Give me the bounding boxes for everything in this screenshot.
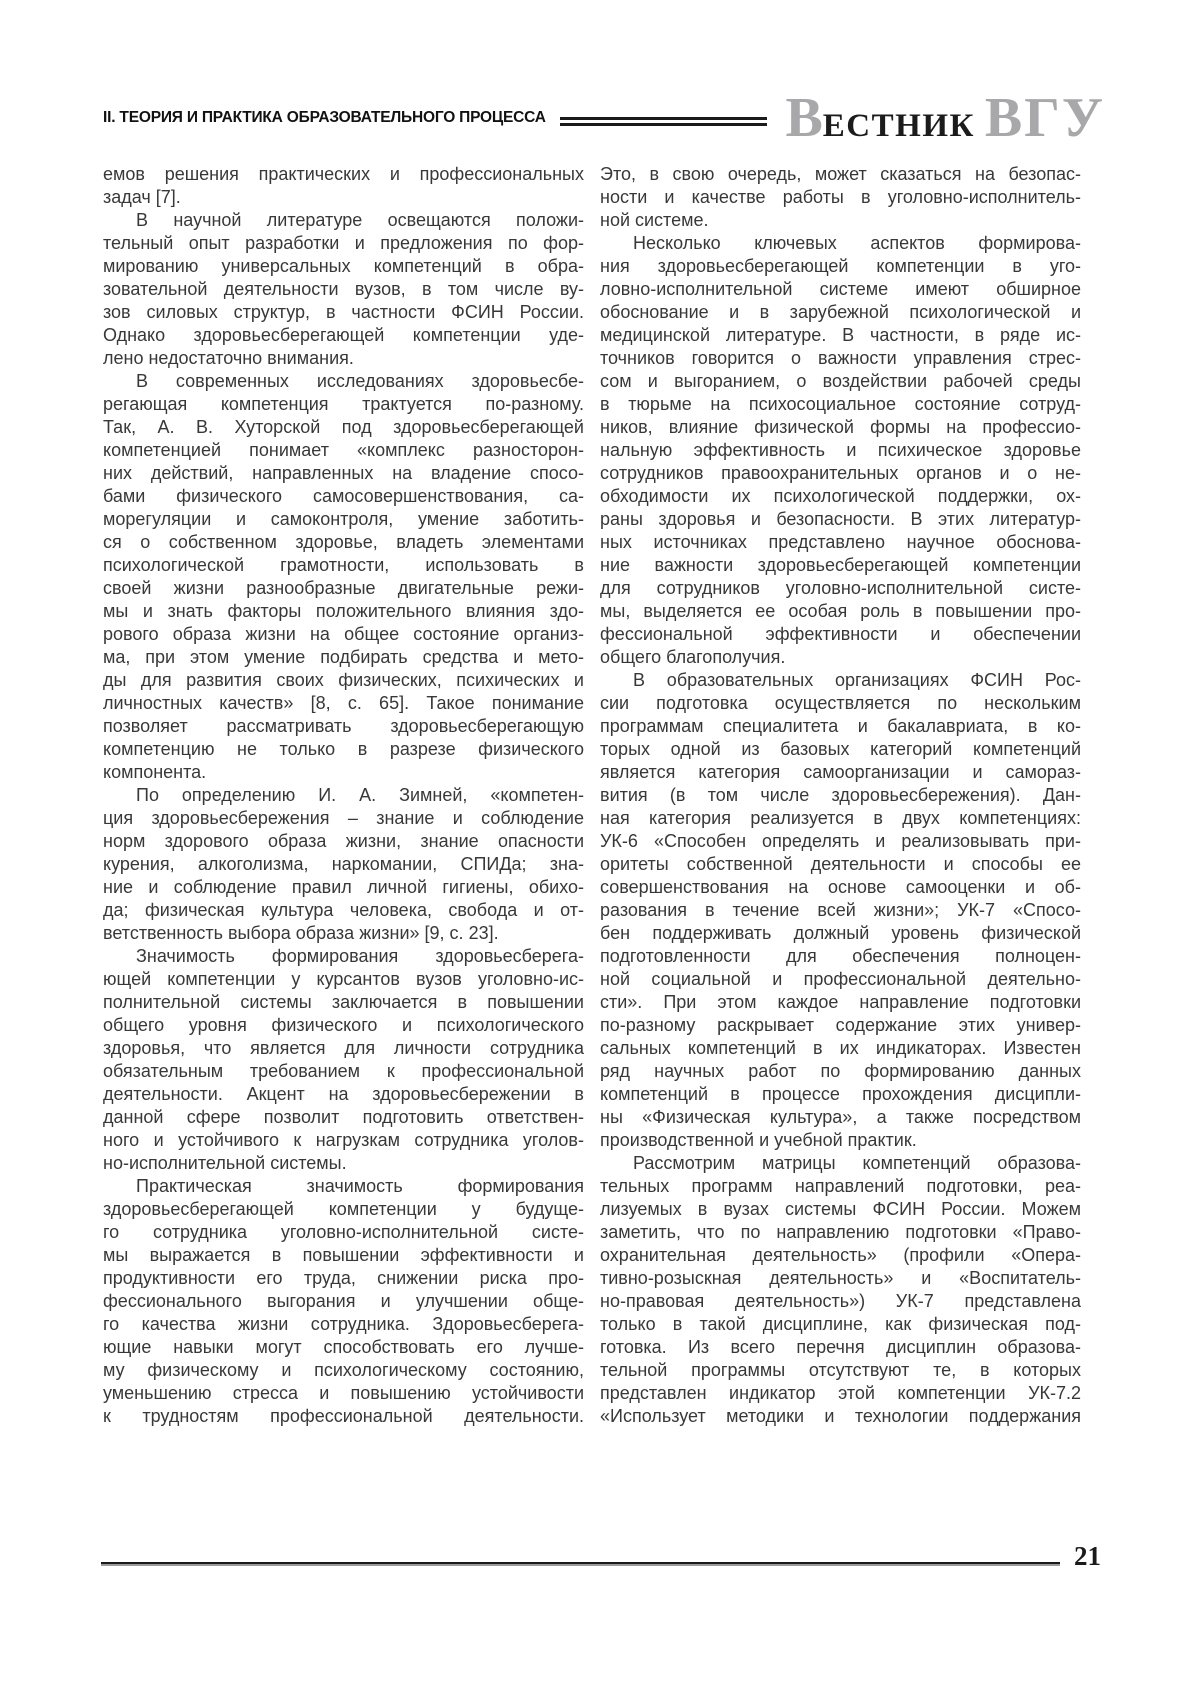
text-line: компетенций в процессе прохождения дисципли- [600,1084,1081,1104]
article-body [103,163,1081,1428]
text-line: данной сфере позволит подготовить ответствен- [103,1107,584,1127]
text-line: ловно-исполнительной системе имеют обширное [600,279,1081,299]
text-line: В образовательных организациях ФСИН Рос- [633,670,1081,690]
text-line: тельной программы отсутствуют те, в которых [600,1360,1081,1380]
text-line: да; физическая культура человека, свобода и от- [103,900,584,920]
text-line: норм здорового образа жизни, знание опасности [103,831,584,851]
text-line: мы и знать факторы положительного влияния здо- [103,601,584,621]
text-line: ды для развития своих физических, психических и [103,670,584,690]
text-line: тивно-розыскная деятельность» и «Воспитатель- [600,1268,1081,1288]
text-line: обходимости их психологической поддержки, ох- [600,486,1081,506]
text-line: курения, алкоголизма, наркомании, СПИДа; зна- [103,854,584,874]
text-line: ны «Физическая культура», а также посредством [600,1107,1081,1127]
text-line: для сотрудников уголовно-исполнительной систе- [600,578,1081,598]
text-line: ющие навыки могут способствовать его лучше- [103,1337,584,1357]
text-line: позволяет рассматривать здоровьесберегающую [103,716,584,736]
text-line: По определению И. А. Зимней, «компетен- [136,785,584,805]
text-line: общего благополучия. [600,647,786,667]
text-line: ных источниках представлено научное обоснова- [600,532,1081,552]
text-line: мы выражается в повышении эффективности и [103,1245,584,1265]
text-line: ности и качестве работы в уголовно-исполнитель- [600,187,1081,207]
text-line: сотрудников правоохранительных органов и о не- [600,463,1081,483]
text-line: мы, выделяется ее особая роль в повышении про- [600,601,1081,621]
text-line: Значимость формирования здоровьесберега- [136,946,584,966]
text-line: заметить, что по направлению подготовки «Право- [600,1222,1081,1242]
section-title: II. ТЕОРИЯ И ПРАКТИКА ОБРАЗОВАТЕЛЬНОГО ПРОЦЕССА [103,109,546,126]
text-line: сальных компетенций в их индикаторах. Известен [600,1038,1081,1058]
logo-org: ВГУ [984,87,1105,149]
text-line: компонента. [103,762,207,782]
text-line: фессиональной эффективности и обеспечении [600,624,1081,644]
text-line: го сотрудника уголовно-исполнительной систе- [103,1222,584,1242]
header-rule [560,117,768,126]
text-line: подготовленности для обеспечения полноцен- [600,946,1081,966]
page-footer [101,1543,1101,1570]
text-line: му физическому и психологическому состоянию, [103,1360,584,1380]
text-line: В современных исследованиях здоровьесбе- [136,371,584,391]
text-line: ние важности здоровьесберегающей компетенции [600,555,1081,575]
logo-name: ЕСТНИК [822,108,975,144]
text-line: рового образа жизни на общее состояние организ- [103,624,584,644]
text-line: вития (в том числе здоровьесбережения). Дан- [600,785,1081,805]
text-line: ников, влияние физической формы на профессио- [600,417,1081,437]
text-line: ветственность выбора образа жизни» [9, с. 23]. [103,923,499,943]
text-line: только в такой дисциплине, как физическая под- [600,1314,1081,1334]
text-line: совершенствования на основе самооценки и об- [600,877,1081,897]
text-line: но-правовая деятельность») УК-7 представлена [600,1291,1081,1311]
logo-initial: В [785,87,823,149]
text-line: емов решения практических и профессиональных [103,164,584,184]
text-line: морегуляции и самоконтроля, умение заботить- [103,509,584,529]
text-line: тельный опыт разработки и предложения по фор- [103,233,584,253]
text-line: оритеты собственной деятельности и способы ее [600,854,1081,874]
text-line: раны здоровья и безопасности. В этих литератур- [600,509,1081,529]
text-line: охранительная деятельность» (профили «Опера- [600,1245,1081,1265]
text-line: Так, А. В. Хуторской под здоровьесберегающей [103,417,584,437]
text-line: уменьшению стресса и повышению устойчивости [103,1383,584,1403]
text-line: ряд научных работ по формированию данных [600,1061,1081,1081]
text-line: Однако здоровьесберегающей компетенции уде- [103,325,584,345]
text-line: личностных качеств» [8, с. 65]. Такое понимание [103,693,584,713]
text-line: лено недостаточно внимания. [103,348,354,368]
text-line: ного и устойчивого к нагрузкам сотрудника уголов- [103,1130,584,1150]
text-line: ние и соблюдение правил личной гигиены, обихо- [103,877,584,897]
text-line: ма, при этом умение подбирать средства и мето- [103,647,584,667]
text-line: обоснование и в зарубежной психологической и [600,302,1081,322]
text-line: зов силовых структур, в частности ФСИН России. [103,302,584,322]
footer-rule [101,1562,1060,1566]
text-line: ная категория реализуется в двух компетенциях: [600,808,1081,828]
text-line: задач [7]. [103,187,181,207]
text-line: зовательной деятельности вузов, в том числе ву- [103,279,584,299]
text-line: продуктивности его труда, снижении риска про- [103,1268,584,1288]
text-line: Это, в свою очередь, может сказаться на безопас- [600,164,1081,184]
text-line: программам специалитета и бакалавриата, в ко- [600,716,1081,736]
right-column [600,163,1081,1428]
text-line: компетенцией понимает «комплекс разносторон- [103,440,584,460]
text-line: производственной и учебной практик. [600,1130,917,1150]
text-line: своей жизни разнообразные двигательные режи- [103,578,584,598]
text-line: Практическая значимость формирования [136,1176,584,1196]
text-line: обязательным требованием к профессиональной [103,1061,584,1081]
text-line: нальную эффективность и психическое здоровье [600,440,1081,460]
text-line: Несколько ключевых аспектов формирова- [633,233,1081,253]
text-line: ния здоровьесберегающей компетенции в уго- [600,256,1081,276]
text-line: бами физического самосовершенствования, са- [103,486,584,506]
text-line: готовка. Из всего перечня дисциплин образова- [600,1337,1081,1357]
text-line: сом и выгоранием, о воздействии рабочей среды [600,371,1081,391]
text-line: компетенцию не только в разрезе физического [103,739,584,759]
text-line: лизуемых в вузах системы ФСИН России. Можем [600,1199,1081,1219]
text-line: сии подготовка осуществляется по нескольким [600,693,1081,713]
text-line: Рассмотрим матрицы компетенций образова- [633,1153,1081,1173]
text-line: медицинской литературе. В частности, в ряде ис- [600,325,1081,345]
text-line: психологической грамотности, использовать в [103,555,584,575]
text-line: разования в течение всей жизни»; УК-7 «Спосо- [600,900,1081,920]
text-line: представлен индикатор этой компетенции УК-7.2 [600,1383,1081,1403]
text-line: УК-6 «Способен определять и реализовывать при- [600,831,1081,851]
left-column [103,163,584,1428]
text-line: мированию универсальных компетенций в обра- [103,256,584,276]
text-line: в тюрьме на психосоциальное состояние сотруд- [600,394,1081,414]
text-line: ющей компетенции у курсантов вузов уголовно-ис- [103,969,584,989]
text-line: В научной литературе освещаются положи- [136,210,584,230]
text-line: к трудностям профессиональной деятельности. [103,1406,584,1426]
text-line: регающая компетенция трактуется по-разному. [103,394,584,414]
journal-logo [785,87,1105,149]
text-line: торых одной из базовых категорий компетенций [600,739,1081,759]
text-line: ной системе. [600,210,709,230]
text-line: «Использует методики и технологии поддержания [600,1406,1081,1426]
text-line: деятельности. Акцент на здоровьесбережении в [103,1084,584,1104]
text-line: здоровья, что является для личности сотрудника [103,1038,584,1058]
text-line: бен поддерживать должный уровень физической [600,923,1081,943]
text-line: общего уровня физического и психологического [103,1015,584,1035]
text-line: ной социальной и профессиональной деятельно- [600,969,1081,989]
text-line: является категория самоорганизации и самораз- [600,762,1081,782]
text-line: тельных программ направлений подготовки, реа- [600,1176,1081,1196]
text-line: ся о собственном здоровье, владеть элементами [103,532,584,552]
page-number: 21 [1074,1541,1101,1571]
text-line: но-исполнительной системы. [103,1153,347,1173]
text-line: по-разному раскрывает содержание этих универ- [600,1015,1081,1035]
text-line: здоровьесберегающей компетенции у будуще- [103,1199,584,1219]
text-line: ция здоровьесбережения – знание и соблюдение [103,808,584,828]
page-header [103,87,1105,149]
text-line: фессионального выгорания и улучшении обще- [103,1291,584,1311]
text-line: точников говорится о важности управления стрес- [600,348,1081,368]
text-line: го качества жизни сотрудника. Здоровьесберега- [103,1314,584,1334]
text-line: полнительной системы заключается в повышении [103,992,584,1012]
text-line: них действий, направленных на владение спосо- [103,463,584,483]
text-line: сти». При этом каждое направление подготовки [600,992,1081,1012]
